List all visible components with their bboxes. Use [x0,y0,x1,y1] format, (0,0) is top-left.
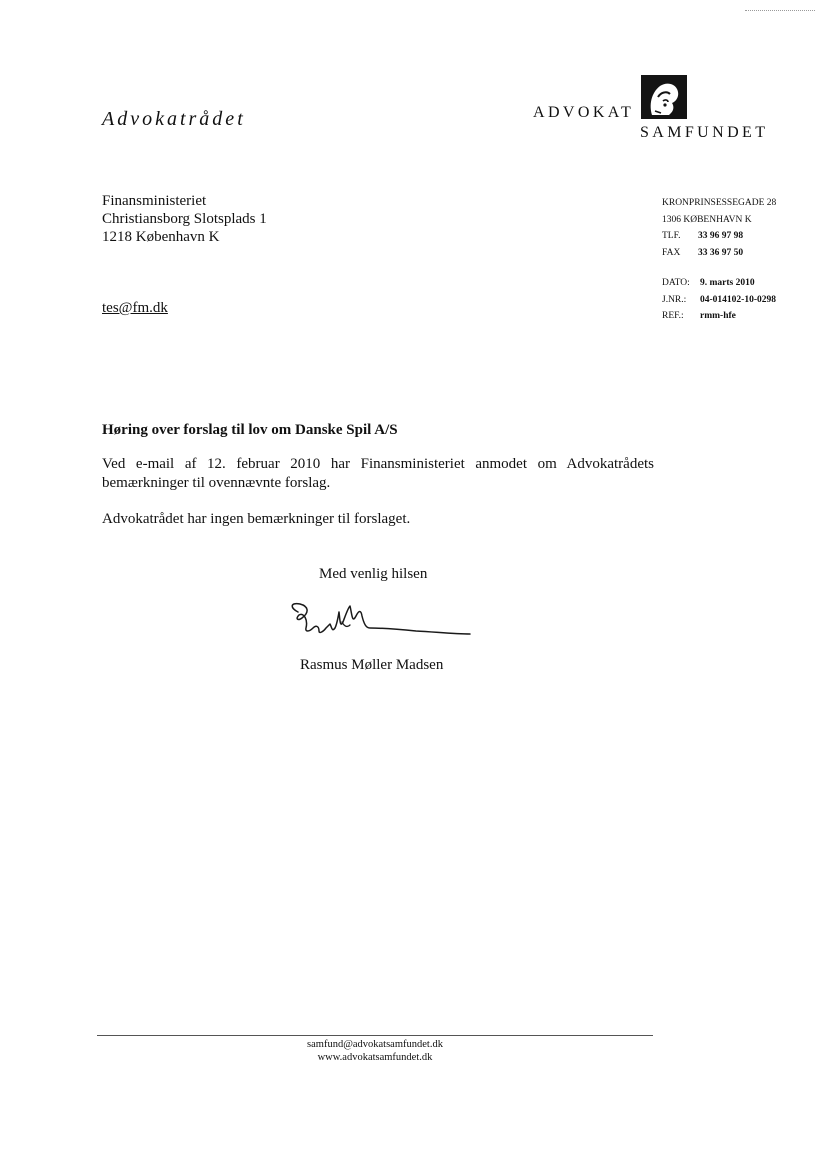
reference-value: rmm-hfe [700,311,736,321]
phone-value: 33 96 97 98 [698,231,744,241]
date-label: DATO: [662,278,690,288]
recipient-address [102,192,267,246]
footer-email-link[interactable]: samfund@advokatsamfundet.dk [307,1039,443,1050]
athena-head-logo-icon [641,75,687,119]
brand-name-bottom: SAMFUNDET [640,124,769,141]
journal-label: J.NR.: [662,294,687,305]
signer-name: Rasmus Møller Madsen [300,657,444,673]
body-paragraph: Advokatrådet har ingen bemærkninger til forslaget. [102,511,411,527]
org-name: Advokatrådet [102,108,246,130]
scan-artifact-line [745,10,815,11]
body-paragraph [102,455,654,493]
phone-label: TLF. [662,231,681,241]
recipient-line: Christiansborg Slotsplads 1 [102,211,267,227]
reference [662,308,776,325]
recipient-line: Finansministeriet [102,193,207,209]
brand-name-top: ADVOKAT [533,104,635,121]
recipient-email-link[interactable]: tes@fm.dk [102,300,168,316]
recipient-line: 1218 København K [102,229,220,245]
sender-street: KRONPRINSESSEGADE 28 [662,198,777,208]
reference-label: REF.: [662,311,684,321]
sender-fax [662,245,776,262]
paragraph-line: bemærkninger til ovennævnte forslag. [102,475,331,491]
handwritten-signature [286,598,472,650]
footer-website-link[interactable]: www.advokatsamfundet.dk [317,1052,433,1063]
footer-divider [97,1035,653,1036]
closing-greeting: Med venlig hilsen [319,566,428,582]
sender-phone [662,228,776,245]
footer [97,1038,653,1064]
journal-number [662,292,776,309]
fax-label: FAX [662,247,681,258]
letter-subject: Høring over forslag til lov om Danske Spil A/S [102,422,398,438]
journal-value: 04-014102-10-0298 [700,294,776,305]
sender-city: 1306 KØBENHAVN K [662,214,752,225]
date-value: 9. marts 2010 [700,278,755,288]
letter-date [662,275,776,292]
sender-info [662,195,776,325]
paragraph-line: Ved e-mail af 12. februar 2010 har Finansministeriet anmodet om Advokatrådets [102,456,654,472]
fax-value: 33 36 97 50 [698,247,744,258]
